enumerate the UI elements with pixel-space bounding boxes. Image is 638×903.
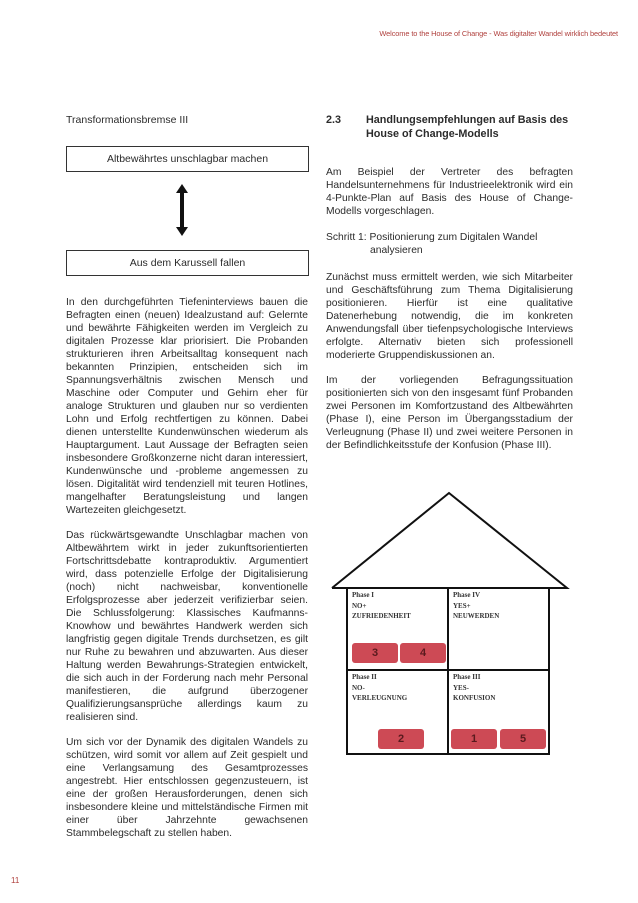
phase-state: VERLEUGNUNG <box>352 694 408 702</box>
step-label: Schritt 1: Positionierung zum Digitalen Wandel <box>326 232 538 243</box>
phase-sign: NO- <box>352 683 365 692</box>
right-body-text <box>326 271 573 464</box>
cell-phase-2 <box>352 672 407 704</box>
phase-name: Phase III <box>453 673 481 681</box>
paragraph: Am Beispiel der Vertreter des befragten Handelsunternehmens für Industrieelektronik wird ein 4-Punkte-Plan auf Basis des House of Change-Modells vorgeschlagen. <box>326 167 573 217</box>
step-label-cont: analysieren <box>370 245 423 256</box>
participant-badge: 1 <box>451 729 497 749</box>
box-karussell: Aus dem Karussell fallen <box>66 250 309 276</box>
left-body-text <box>66 296 308 852</box>
participant-badge: 2 <box>378 729 424 749</box>
house-of-change-diagram <box>330 480 580 760</box>
phase-state: KONFUSION <box>453 694 496 702</box>
section-title: Handlungsempfehlungen auf Basis des House of Change-Modells <box>366 114 569 140</box>
participant-badge: 4 <box>400 643 446 663</box>
cell-phase-3 <box>453 672 495 704</box>
page-number: 11 <box>11 876 20 885</box>
paragraph: Um sich vor der Dynamik des digitalen Wandels zu schützen, wird somit vor allem auf Zeit gespielt und eine Verlangsamung des Gesamtprozesses angestrebt. Hier entschlossen gegenzusteuern, ist eine der großen Herausforderungen, denen sich insbesondere kleine und mittelständische Firmen mit einer über Jahrzehnte gewachsenen Stammbelegschaft zu stellen haben. <box>66 737 308 839</box>
figure-title: Transformationsbremse III <box>66 114 189 126</box>
phase-sign: NO+ <box>352 601 367 610</box>
cell-phase-4 <box>453 590 499 622</box>
intro-text <box>326 166 573 230</box>
double-arrow-icon <box>172 184 192 236</box>
phase-name: Phase II <box>352 673 377 681</box>
paragraph: In den durchgeführten Tiefeninterviews bauen die Befragten einen (neuen) Idealzustand auf: Gelernte und bewährte Fähigkeiten werden im Vergleich zu digitalen Prozesse klar priorisiert. Die Probanden strukturieren ihren Arbeitsalltag konsequent nach bekannten Prinzipien, entscheiden sich im Spannungsverhältnis zwischen Mensch und Maschine oder Computer und Gehirn eher für analoge Strukturen und glauben nur so verdienten Lohn und Erfolg rechtfertigen zu können. Dabei dienen unterstellte Kundenwünschen wiederum als Hauptargument. Laut Aussage der Befragten seien insbesondere Großkonzerne nicht daran interessiert, Kundenwünsche und -probleme angemessen zu lösen. Digitalität wird tendenziell mit teuren Hotlines, mangelhafter Beratungsleistung und langen Wartezeiten gleichgesetzt. <box>66 297 308 516</box>
phase-sign: YES- <box>453 683 469 692</box>
participant-badge: 3 <box>352 643 398 663</box>
paragraph: Zunächst muss ermittelt werden, wie sich Mitarbeiter und Geschäftsführung zum Thema Digitalisierung positionieren. Hierfür ist eine qualitative Datenerhebung notwendig, die im konkreten Anwendungsfall über tiefenpsychologische Interviews erfolgte. Alternativ bieten sich professionell moderierte Gruppendiskussionen an. <box>326 272 573 361</box>
participant-badge: 5 <box>500 729 546 749</box>
phase-state: ZUFRIEDENHEIT <box>352 612 411 620</box>
phase-sign: YES+ <box>453 601 471 610</box>
box-altbewaehrtes: Altbewährtes unschlagbar machen <box>66 146 309 172</box>
phase-name: Phase IV <box>453 591 481 599</box>
phase-state: NEUWERDEN <box>453 612 500 620</box>
section-number: 2.3 <box>326 114 342 126</box>
paragraph: Das rückwärtsgewandte Unschlagbar machen von Altbewährtem wirkt in jeder zukunftsorientierten Fortschrittsdebatte kontraproduktiv. Argumentiert wird, dass potenzielle Erfolge der Digitalisierung (noch) nicht nachweisbar, konventionelle Erfolgsprozesse aber jederzeit verifizierbar seien. Die Schlussfolgerung: Klassisches Kaufmanns-Knowhow und bewährtes Handwerk werden sich langfristig gegen digitale Trends durchsetzen, es gilt nur Ruhe zu bewahren und abzuwarten. Aus dieser Haltung werden Bewahrungs-Strategien entwickelt, die sich auch in der Forderung nach mehr Personal manifestieren, die aufgrund überzogener Qualifizierungsansprüche allerdings kaum zu realisieren sind. <box>66 530 308 723</box>
cell-phase-1 <box>352 590 411 622</box>
step-heading <box>326 231 537 257</box>
phase-name: Phase I <box>352 591 374 599</box>
paragraph: Im der vorliegenden Befragungssituation positionierten sich von den insgesamt fünf Probanden zwei Personen im Komfortzustand des Altbewährten (Phase I), eine Person im Übergangsstadium der Verleugnung (Phase II) und zwei weitere Personen in der Befindlichkeitsstufe der Konfusion (Phase III). <box>326 375 573 451</box>
running-header: Welcome to the House of Change - Was digitalter Wandel wirklich bedeutet <box>379 29 618 38</box>
